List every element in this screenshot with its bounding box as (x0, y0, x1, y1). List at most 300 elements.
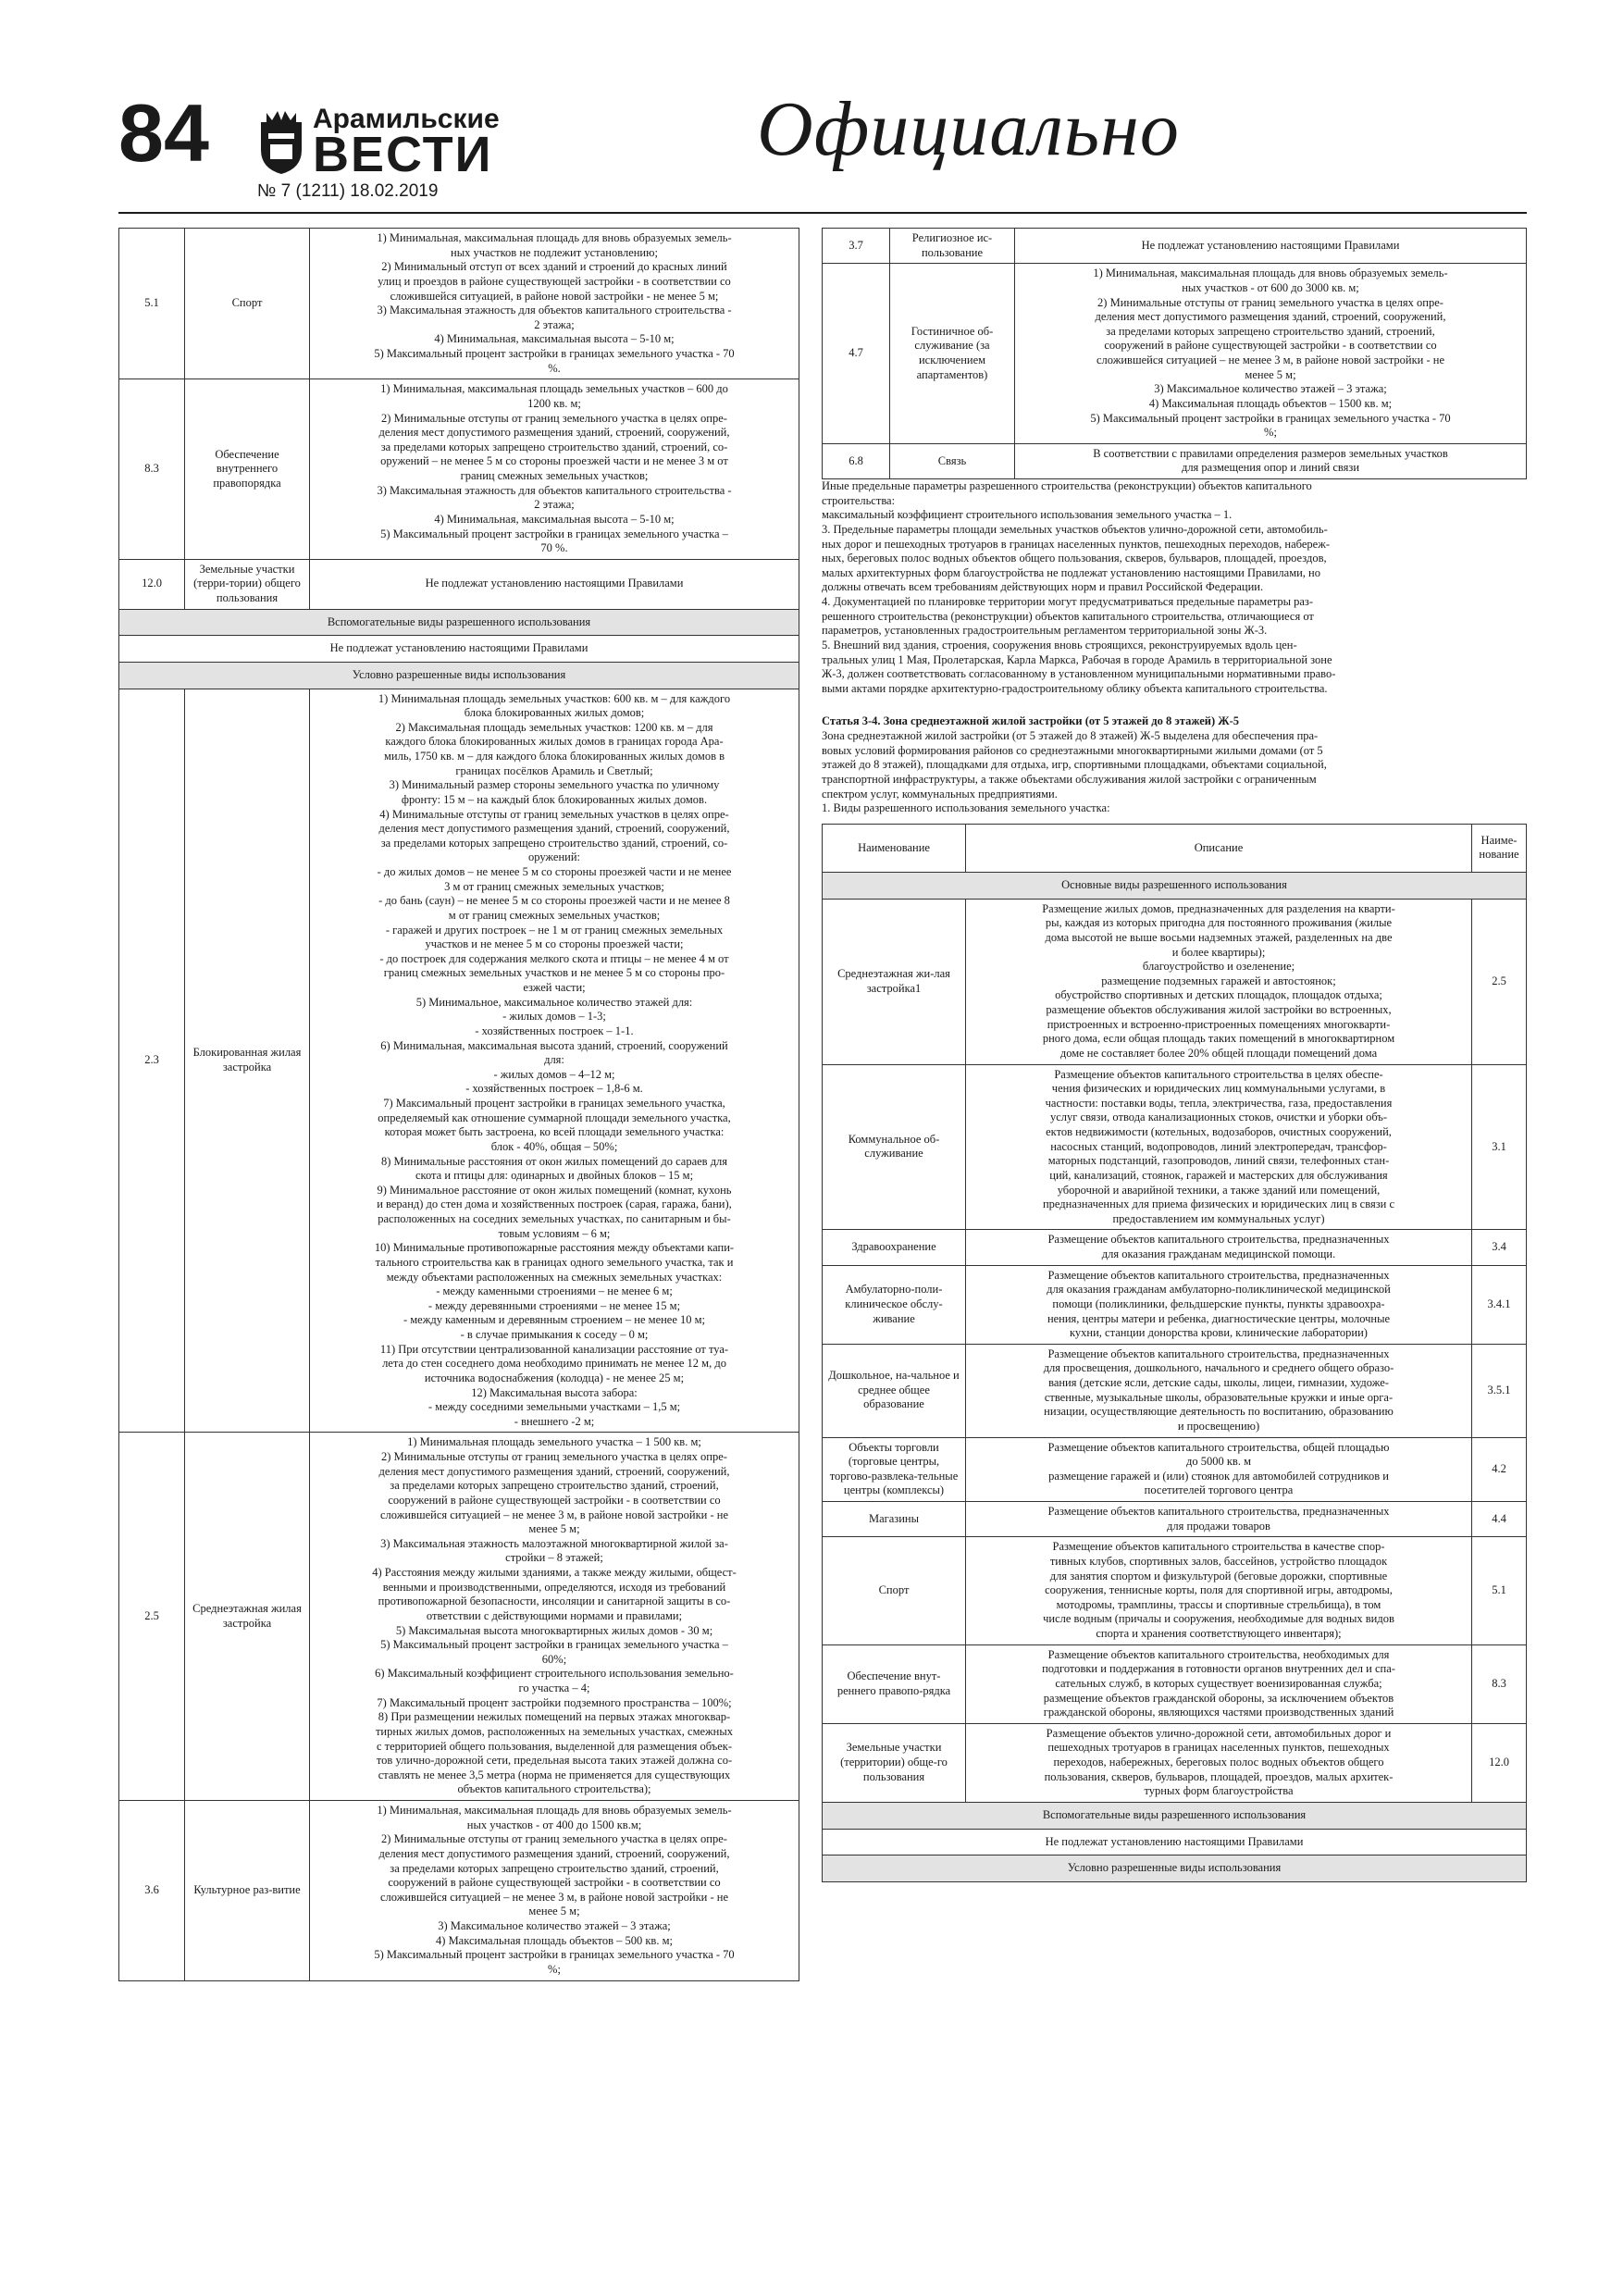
text-line: 1) Минимальная площадь земельных участков: 600 кв. м – для каждого (378, 691, 731, 705)
name-cell: Культурное раз-витие (185, 1801, 310, 1981)
column-header: Описание (966, 824, 1472, 872)
text-line: посетителей торгового центра (1144, 1483, 1294, 1497)
code-cell: 8.3 (119, 379, 185, 560)
text-line: вовых условий формирования районов со среднеэтажными многоквартирными жилыми домами (от 5 (822, 743, 1323, 757)
text-line: участков и не менее 5 м со стороны проезжей части; (425, 937, 684, 951)
text-line: обустройство спортивных и детских площадок, площадок отдыха; (1055, 988, 1382, 1002)
name-cell: Спорт (823, 1537, 966, 1644)
name-cell: Обеспечение внут-реннего правопо-рядка (823, 1644, 966, 1723)
desc-cell (1015, 443, 1527, 478)
text-line: между объектами расположенных на смежных земельных участках: (386, 1270, 723, 1284)
text-line: Размещение объектов капитального строительства, предназначенных (1047, 1505, 1390, 1518)
code-cell: 3.4.1 (1472, 1265, 1527, 1344)
article-title: Статья 3-4. Зона среднеэтажной жилой застройки (от 5 этажей до 8 этажей) Ж-5 (822, 714, 1240, 728)
text-line: и просвещению) (1177, 1419, 1260, 1433)
text-line: В соответствии с правилами определения размеров земельных участков (1093, 446, 1448, 460)
text-line: и веранд) до стен дома и хозяйственных построек (сарая, гаража, бани), (377, 1198, 732, 1211)
text-line: фронту: 15 м – на каждый блок блокированных жилых домов. (401, 792, 708, 806)
logo-top-text: Арамильские (313, 104, 500, 134)
text-line: Размещение объектов капитального строительства, необходимых для (1047, 1647, 1390, 1661)
text-line: 3) Максимальное количество этажей – 3 этажа; (438, 1919, 671, 1932)
table-section-row (823, 1829, 1527, 1855)
text-line: размещение объектов гражданской обороны, за исключением объектов (1043, 1691, 1394, 1705)
text-line: сложившейся ситуацией – не менее 3 м, в районе новой застройки - не (380, 1508, 728, 1521)
text-line: границах посёлков Арамиль и Светлый; (455, 763, 653, 777)
text-line: 6) Минимальная, максимальная высота зданий, строений, сооружений (380, 1038, 728, 1052)
text-line: 9) Минимальное расстояние от окон жилых помещений (комнат, кухонь (377, 1183, 732, 1197)
text-line: Размещение объектов капитального строительства, предназначенных (1047, 1347, 1390, 1360)
text-line: размещение гаражей и (или) стоянок для автомобилей сотрудников и (1048, 1469, 1389, 1483)
text-line: сооружений в районе существующей застройки - в соответствии со (388, 1876, 721, 1890)
text-line: ных участков не подлежит установлению; (451, 245, 658, 259)
code-cell: 3.1 (1472, 1064, 1527, 1230)
name-cell: Амбулаторно-поли-клиническое обслу-живание (823, 1265, 966, 1344)
name-cell: Объекты торговли (торговые центры, торгово-развлека-тельные центры (комплексы) (823, 1437, 966, 1502)
table-section-row (823, 1855, 1527, 1882)
text-line: деления мест допустимого размещения зданий, строений, сооружений, (378, 822, 730, 836)
text-line: решенного строительства (реконструкции) объектов капитального строительства, отличающиеся от (822, 609, 1314, 623)
text-line: строительства: (822, 493, 896, 507)
name-cell: Спорт (185, 229, 310, 379)
text-line: 3) Максимальная этажность малоэтажной многоквартирной жилой за- (380, 1536, 728, 1550)
code-cell: 3.4 (1472, 1230, 1527, 1265)
text-line: 4) Минимальные отступы от границ земельных участков в целях опре- (379, 807, 729, 821)
text-line: ных участков - от 600 до 3000 кв. м; (1182, 280, 1359, 294)
table-row (823, 1344, 1527, 1437)
text-line: Зона среднеэтажной жилой застройки (от 5 этажей до 8 этажей) Ж-5 выделена для обеспечения пра- (822, 729, 1319, 742)
text-line: за пределами которых запрещено строительство зданий, строений, (390, 1479, 719, 1493)
name-cell: Земельные участки (терри-тории) общего пользования (185, 559, 310, 609)
text-line: - между каменными строениями – не менее 6 м; (436, 1285, 673, 1298)
text-line: 5) Максимальный процент застройки в границах земельного участка - 70 (374, 1948, 735, 1962)
text-line: го участка – 4; (518, 1682, 590, 1694)
text-line: 8) При размещении нежилых помещений на первых этажах многоквар- (378, 1710, 731, 1724)
text-line: для оказания гражданам медицинской помощи. (1101, 1247, 1336, 1260)
table-row (119, 1433, 799, 1801)
code-cell: 12.0 (1472, 1723, 1527, 1802)
code-cell: 4.4 (1472, 1502, 1527, 1537)
table-section-row (119, 662, 799, 689)
code-cell: 5.1 (1472, 1537, 1527, 1644)
text-line: Размещение объектов капитального строительства, общей площадью (1047, 1440, 1390, 1454)
text-line: насосных станций, водопроводов, линий электропередач, трансфор- (1050, 1139, 1387, 1153)
text-line: 3 м от границ смежных земельных участков; (444, 879, 664, 893)
coat-of-arms-icon (257, 109, 305, 176)
text-line: размещение подземных гаражей и автостоянок; (1101, 974, 1336, 987)
desc-cell (966, 899, 1472, 1064)
text-line: 4) Расстояния между жилыми зданиями, а также между жилыми, общест- (372, 1566, 737, 1579)
right-column (822, 228, 1527, 1882)
text-line: блока блокированных жилых домов; (464, 706, 645, 720)
table-row (823, 1502, 1527, 1537)
text-line: сооружения, теннисные корты, поля для спортивной игры, автодромы, (1045, 1583, 1393, 1597)
text-line: 1) Минимальная, максимальная площадь для вновь образуемых земель- (377, 1804, 732, 1817)
text-line: 7) Максимальный процент застройки подземного пространства – 100%; (377, 1695, 732, 1709)
text-line: оружений: (528, 850, 580, 864)
desc-cell (966, 1437, 1472, 1502)
page-header (118, 86, 1527, 208)
text-line: деления мест допустимого размещения зданий, строений, сооружений, (378, 1846, 730, 1860)
text-line: рного дома, если общая площадь таких помещений в многоквартирном (1042, 1032, 1395, 1046)
column-header: Наиме-нование (1472, 824, 1527, 872)
text-line: определяемый как отношение суммарной площади земельного участка, (378, 1111, 731, 1124)
text-line: максимальный коэффициент строительного использования земельного участка – 1. (822, 508, 1233, 522)
name-cell: Дошкольное, на-чальное и среднее общее образование (823, 1344, 966, 1437)
table-row (823, 229, 1527, 264)
text-line: выми актами порядке архитектурно-градостроительному облику объекта капитального строительства. (822, 681, 1328, 695)
logo-main-text: ВЕСТИ (313, 127, 493, 182)
desc-cell (310, 379, 799, 560)
text-line: 1) Минимальная площадь земельного участка – 1 500 кв. м; (407, 1435, 701, 1449)
text-line: 2) Минимальные отступы от границ земельного участка в целях опре- (381, 411, 727, 425)
text-line: 11) При отсутствии централизованной канализации расстояние от туа- (379, 1342, 729, 1356)
text-line: деления мест допустимого размещения зданий, строений, сооружений, (1095, 310, 1446, 324)
text-line: размещение объектов обслуживания жилой застройки во встроенных, (1046, 1003, 1392, 1016)
text-line: ций, канализаций, стоянок, гаражей и мастерских для обслуживания (1049, 1168, 1388, 1182)
code-cell: 2.5 (1472, 899, 1527, 1064)
code-cell: 8.3 (1472, 1644, 1527, 1723)
code-cell: 4.7 (823, 264, 890, 444)
text-line: - внешнего -2 м; (514, 1414, 595, 1428)
issue-number: № 7 (1211) 18.02.2019 (257, 181, 439, 201)
table-row (823, 899, 1527, 1064)
table-row (119, 689, 799, 1433)
text-line: подготовки и поддержания в готовности органов внутренних дел и спа- (1042, 1662, 1395, 1676)
table-row (823, 1537, 1527, 1644)
text-line: дома высотой не выше восьми надземных этажей, разделенных на две (1045, 930, 1393, 944)
desc-cell (966, 1537, 1472, 1644)
text-line: тивных клубов, спортивных залов, бассейнов, устройство площадок (1049, 1554, 1388, 1568)
text-line: - жилых домов – 1-3; (502, 1010, 606, 1024)
code-cell: 5.1 (119, 229, 185, 379)
text-line: менее 5 м; (1245, 367, 1296, 381)
desc-cell (1015, 229, 1527, 264)
table-row (119, 1801, 799, 1981)
text-line: Размещение объектов капитального строительства, предназначенных (1047, 1233, 1390, 1247)
text-line: - жилых домов – 4–12 м; (493, 1067, 615, 1081)
text-line: которая может быть застроена, ко всей площади земельного участка: (384, 1125, 725, 1139)
text-line: должны отвечать всем требованиям действующих норм и правил Российской Федерации. (822, 580, 1264, 594)
text-line: деления мест допустимого размещения зданий, строений, сооружений, (378, 426, 730, 440)
text-line: спектром услуг, коммунальных предприятиями. (822, 787, 1058, 800)
text-line: 10) Минимальные противопожарные расстояния между объектами капи- (374, 1241, 735, 1255)
table-row (823, 1064, 1527, 1230)
code-cell: 2.5 (119, 1433, 185, 1801)
text-line: вания (детские ясли, детские сады, школы, лицеи, гимназии, художе- (1048, 1376, 1389, 1389)
text-line: 3) Максимальное количество этажей – 3 этажа; (1154, 382, 1387, 396)
text-line: 3) Максимальная этажность для объектов капитального строительства - (377, 483, 732, 497)
code-cell: 6.8 (823, 443, 890, 478)
text-line: для размещения опор и линий связи (1181, 461, 1360, 475)
text-line: турных форм благоустройства (1144, 1784, 1294, 1798)
table-section-row (119, 609, 799, 636)
text-line: %; (1264, 426, 1277, 440)
text-line: для: (544, 1053, 564, 1067)
text-line: - хозяйственных построек – 1-1. (475, 1024, 634, 1037)
section-header-cell: Вспомогательные виды разрешенного использования (823, 1802, 1527, 1829)
text-line: параметров, установленных градостроительным регламентом территориальной зоны Ж-3. (822, 624, 1268, 638)
text-line: противопожарной безопасности, инсоляции и санитарной защиты в со- (378, 1595, 731, 1608)
section-header-cell: Не подлежат установлению настоящими Правилами (119, 636, 799, 663)
text-line: товым условиям – 6 м; (498, 1226, 611, 1240)
text-line: за пределами которых запрещено строительство зданий, строений, (390, 1861, 719, 1875)
text-line: 2) Минимальные отступы от границ земельного участка в целях опре- (381, 1450, 727, 1463)
text-line: 7) Максимальный процент застройки в границах земельного участка, (383, 1097, 725, 1110)
text-line: 4) Минимальная, максимальная высота – 5-10 м; (434, 512, 675, 526)
text-line: частности: поставки воды, тепла, электричества, газа, предоставления (1045, 1096, 1393, 1110)
text-line: Размещение объектов капитального строительства в целях обеспе- (1054, 1067, 1383, 1081)
text-line: пешеходных тротуаров в границах населенных пунктов, пешеходных (1047, 1741, 1390, 1755)
text-line: 5) Максимальная высота многоквартирных жилых домов - 30 м; (395, 1623, 713, 1637)
name-cell: Среднеэтажная жи-лая застройка1 (823, 899, 966, 1064)
text-line: чения физических и юридических лиц коммунальными услугами, в (1051, 1082, 1386, 1096)
text-line: 1) Минимальная, максимальная площадь для вновь образуемых земель- (377, 231, 732, 244)
text-line: переходов, набережных, береговых полос водных объектов общего (1053, 1756, 1384, 1769)
section-header-cell: Условно разрешенные виды использования (119, 662, 799, 689)
text-line: - хозяйственных построек – 1,8-6 м. (465, 1082, 643, 1096)
text-line: 2 этажа; (534, 317, 575, 331)
newspaper-logo (257, 104, 600, 182)
desc-cell (966, 1230, 1472, 1265)
text-line: Размещение жилых домов, предназначенных для разделения на кварти- (1042, 901, 1395, 915)
table-row (119, 229, 799, 379)
text-line: числе водным (причалы и сооружения, необходимые для водных видов (1043, 1612, 1394, 1626)
text-line: тирных жилых домов, расположенных на земельных участках, смежных (375, 1724, 734, 1738)
text-line: - между соседними земельными участками – 1,5 м; (427, 1400, 681, 1414)
text-line: сложившейся ситуацией – не менее 3 м, в районе новой застройки - не (380, 1890, 728, 1904)
text-line: 6) Максимальный коэффициент строительного использования земельно- (375, 1667, 734, 1681)
table-row (823, 1644, 1527, 1723)
text-line: 5) Максимальный процент застройки в границах земельного участка – (380, 527, 728, 540)
section-title: Официально (757, 86, 1180, 172)
name-cell: Гостиничное об-служивание (за исключением апартаментов) (890, 264, 1015, 444)
column-header: Наименование (823, 824, 966, 872)
name-cell: Коммунальное об-служивание (823, 1064, 966, 1230)
name-cell: Магазины (823, 1502, 966, 1537)
section-header-cell: Условно разрешенные виды использования (823, 1855, 1527, 1882)
text-line: 2) Минимальные отступы от границ земельного участка в целях опре- (1097, 295, 1443, 309)
table-row (119, 559, 799, 609)
text-line: 4. Документацией по планировке территории могут предусматриваться предельные параметры раз- (822, 595, 1314, 608)
text-line: м от границ смежных земельных участков; (448, 908, 661, 922)
table-row (823, 1723, 1527, 1802)
text-line: тов улично-дорожной сети, предельная высота таких этажей должна со- (376, 1754, 733, 1768)
desc-cell (310, 1433, 799, 1801)
text-line: для продажи товаров (1167, 1519, 1270, 1533)
text-line: - до жилых домов – не менее 5 м со стороны проезжей части и не менее (377, 865, 732, 878)
text-line: 3. Предельные параметры площади земельных участков объектов улично-дорожной сети, автомобиль- (822, 522, 1328, 536)
text-line: 1. Виды разрешенного использования земельного участка: (822, 801, 1110, 815)
text-line: предназначенных для приема физических и юридических лиц в связи с (1042, 1198, 1395, 1211)
text-line: сложившейся ситуацией – не менее 3 м, в районе новой застройки - не (1096, 354, 1444, 366)
desc-cell (1015, 264, 1527, 444)
text-line: транспортной инфраструктуры, а также объектами обслуживания жилой застройки с ограниченным (822, 772, 1317, 786)
text-line: источника водоснабжения (колодца) - не менее 25 м; (424, 1371, 685, 1384)
text-line: сложившейся ситуацией, в районе новой застройки - не менее 5 м; (390, 289, 719, 303)
text-line: для оказания гражданам амбулаторно-поликлинической медицинской (1047, 1283, 1391, 1297)
regulations-text (822, 479, 1527, 696)
text-line: ных, береговых полос водных объектов общего пользования, скверов, бульваров, площадей, проездов, (822, 552, 1327, 565)
text-line: 5) Максимальный процент застройки в границах земельного участка – (380, 1638, 728, 1652)
text-line: 4) Минимальная, максимальная высота – 5-10 м; (434, 332, 675, 346)
text-line: ставлять не менее 3,5 метра (норма не применяется для существующих (378, 1768, 731, 1781)
text-line: 8) Минимальные расстояния от окон жилых помещений до сараев для (380, 1154, 728, 1168)
code-cell: 3.6 (119, 1801, 185, 1981)
text-line: границ смежных земельных участков; (460, 469, 649, 482)
text-line: 3) Максимальная этажность для объектов капитального строительства - (377, 304, 732, 317)
text-line: сательных служб, в которых существует военизированная служба; (1055, 1676, 1382, 1690)
code-cell: 4.2 (1472, 1437, 1527, 1502)
text-line: объектов капитального строительства); (457, 1782, 651, 1796)
name-cell: Среднеэтажная жилая застройка (185, 1433, 310, 1801)
text-line: тральных улиц 1 Мая, Пролетарская, Карла Маркса, Рабочая в городе Арамиль в территориальной зоне (822, 652, 1332, 666)
text-line: 12) Максимальная высота забора: (471, 1385, 638, 1399)
text-line: тального строительства как в границах одного земельного участка, так и (375, 1255, 734, 1269)
text-line: и более квартиры); (1171, 945, 1266, 959)
text-line: низации, осуществляющие деятельность по воспитанию, образованию (1044, 1405, 1394, 1419)
text-line: маторных подстанций, газопроводов, линий связи, телефонных стан- (1047, 1154, 1390, 1168)
text-line: 5) Минимальное, максимальное количество этажей для: (415, 995, 693, 1009)
text-line: %. (548, 361, 561, 375)
text-line: 1) Минимальная, максимальная площадь земельных участков – 600 до (380, 382, 728, 396)
text-line: ответствии с действующими нормами и правилами; (426, 1608, 683, 1622)
text-line: улиц и проездов в районе существующей застройки - в соответствии со (378, 274, 731, 288)
text-line: 2) Минимальный отступ от всех зданий и строений до красных линий (381, 260, 727, 274)
text-line: 2 этажа; (534, 498, 575, 512)
desc-cell (310, 229, 799, 379)
text-line: деления мест допустимого размещения зданий, строений, сооружений, (378, 1464, 730, 1478)
name-cell: Земельные участки (территории) обще-го пользования (823, 1723, 966, 1802)
desc-cell (310, 1801, 799, 1981)
text-line: миль, 1750 кв. м – для каждого блока блокированных жилых домов в (383, 750, 725, 763)
section-header-cell: Не подлежат установлению настоящими Правилами (823, 1829, 1527, 1855)
text-line: до 5000 кв. м (1186, 1455, 1251, 1469)
text-line: за пределами которых запрещено строительство зданий, строений, со- (380, 836, 728, 850)
table-row (823, 443, 1527, 478)
text-line: нения, центры матери и ребенка, диагностические центры, молочные (1047, 1311, 1391, 1325)
name-cell: Связь (890, 443, 1015, 478)
text-line: ектов недвижимости (котельных, водозаборов, очистных сооружений, (1046, 1125, 1392, 1138)
text-line: оружений – не менее 5 м со стороны проезжей части и не менее 3 м от (380, 454, 728, 468)
zone-usage-table (822, 824, 1527, 1882)
text-line: 3) Минимальный размер стороны земельного участка по уличному (389, 778, 720, 792)
text-line: ных дорог и пешеходных тротуаров в границах населенных пунктов, пешеходных переходов, набереж- (822, 537, 1330, 551)
table-row (119, 379, 799, 560)
text-line: этажей до 8 этажей), площадками для отдыха, игр, спортивными площадками, объектами социальной, (822, 758, 1327, 772)
page-number: 84 (118, 87, 209, 179)
text-line: расположенных на соседних земельных участках, по санитарным и бы- (378, 1212, 731, 1225)
text-line: 70 %. (540, 541, 568, 555)
text-line: венными и производственными, определяются, исходя из требований (382, 1580, 726, 1594)
text-line: блок - 40%, общая – 50%; (490, 1139, 618, 1153)
left-column (118, 228, 799, 1981)
text-line: 1200 кв. м; (527, 396, 581, 410)
text-line: %; (548, 1962, 561, 1976)
text-line: 1) Минимальная, максимальная площадь для вновь образуемых земель- (1093, 267, 1448, 280)
text-line: скота и птицы для: одинарных и двойных блоков – 15 м; (415, 1169, 694, 1183)
text-line: пристроенных и встроенно-пристроенных помещениях многокварти- (1047, 1017, 1391, 1031)
text-line: менее 5 м; (528, 1905, 580, 1918)
text-line: 4) Максимальная площадь объектов – 1500 кв. м; (1148, 396, 1393, 410)
text-line: каждого блока блокированных жилых домов в границах города Ара- (385, 735, 724, 749)
table-row (823, 1265, 1527, 1344)
text-line: Размещение объектов капитального строительства в качестве спор- (1052, 1540, 1385, 1554)
text-line: с территорией общего пользования, выделенной для размещения объек- (376, 1739, 733, 1753)
text-line: доме не составляет более 20% общей площади помещений дома (1059, 1046, 1378, 1060)
text-line: 60%; (541, 1652, 567, 1666)
name-cell: Здравоохранение (823, 1230, 966, 1265)
text-line: малых архитектурных форм благоустройства не подлежат установлению настоящими Правилами, но (822, 565, 1320, 579)
text-line: - между деревянными строениями – не менее 15 м; (427, 1298, 681, 1312)
text-line: 5) Максимальный процент застройки в границах земельного участка - 70 (374, 347, 735, 360)
text-line: ственные, музыкальные школы, образовательные кружки и иные орга- (1044, 1390, 1394, 1404)
text-line: - между каменным и деревянным строением – не менее 10 м; (403, 1313, 706, 1327)
code-cell: 3.5.1 (1472, 1344, 1527, 1437)
text-line: Размещение объектов улично-дорожной сети, автомобильных дорог и (1046, 1726, 1392, 1740)
section-header-cell: Вспомогательные виды разрешенного использования (119, 609, 799, 636)
table-row (823, 1437, 1527, 1502)
text-line: - гаражей и других построек – не 1 м от границ смежных земельных (385, 923, 724, 937)
text-line: 2) Максимальная площадь земельных участков: 1200 кв. м – для (395, 720, 713, 734)
text-line: границ смежных земельных участков и не менее 5 м со стороны про- (383, 966, 725, 980)
text-line: сооружений в районе существующей застройки - в соответствии со (1104, 339, 1437, 353)
table-row (823, 1230, 1527, 1265)
name-cell: Обеспечение внутреннего правопорядка (185, 379, 310, 560)
article-text (822, 729, 1527, 816)
text-line: ры, каждая из которых пригодна для постоянного проживания (жилые (1045, 916, 1393, 930)
text-line: сооружений в районе существующей застройки - в соответствии со (388, 1493, 721, 1507)
text-line: за пределами которых запрещено строительство зданий, строений, со- (380, 440, 728, 453)
text-line: Иные предельные параметры разрешенного строительства (реконструкции) объектов капитального (822, 479, 1312, 492)
right-top-table (822, 228, 1527, 479)
name-cell: Религиозное ис-пользование (890, 229, 1015, 264)
text-line: помощи (поликлиники, фельдшерские пункты, пункты здравоохра- (1052, 1297, 1385, 1310)
name-cell: Блокированная жилая застройка (185, 689, 310, 1433)
text-line: - до построек для содержания мелкого скота и птицы – не менее 4 м от (379, 951, 729, 965)
text-line: предоставлением им коммунальных услуг) (1112, 1211, 1325, 1225)
text-line: лета до стен соседнего дома необходимо принимать не менее 12 м, до (382, 1357, 726, 1371)
text-line: ных участков - от 400 до 1500 кв.м; (466, 1818, 642, 1831)
desc-cell (966, 1265, 1472, 1344)
text-line: Не подлежат установлению настоящими Правилами (1141, 238, 1400, 252)
header-divider (118, 212, 1527, 214)
text-line: спорта и хранения соответствующего инвентаря); (1096, 1627, 1342, 1640)
text-line: пользования, скверов, бульваров, площадей, проездов, малых архитек- (1044, 1769, 1394, 1783)
code-cell: 3.7 (823, 229, 890, 264)
text-line: Ж-3, должен соответствовать согласованному в установленном муниципальными нормативными право- (822, 667, 1336, 681)
text-line: 5) Максимальный процент застройки в границах земельного участка - 70 (1090, 411, 1451, 425)
text-line: менее 5 м; (528, 1522, 580, 1536)
text-line: кухни, станции донорства крови, клинические лаборатории) (1070, 1326, 1368, 1340)
text-line: езжей части; (523, 981, 586, 994)
text-line: благоустройство и озеленение; (1142, 960, 1295, 974)
desc-cell (966, 1644, 1472, 1723)
desc-cell (310, 559, 799, 609)
text-line: услуг связи, отвода канализационных стоков, очистки и уборки объ- (1049, 1111, 1388, 1124)
text-line: за пределами которых запрещено строительство зданий, строений, (1106, 324, 1435, 338)
text-line: стройки – 8 этажей; (505, 1551, 603, 1565)
text-line: для просвещения, дошкольного, начального и среднего общего образо- (1043, 1361, 1394, 1375)
left-regulation-table (118, 228, 799, 1981)
text-line: гражданской обороны, являющихся частями производственных зданий (1043, 1706, 1394, 1719)
section-header-cell: Основные виды разрешенного использования (823, 873, 1527, 900)
code-cell: 2.3 (119, 689, 185, 1433)
table-row (823, 264, 1527, 444)
text-line: 5. Внешний вид здания, строения, сооружения вновь строящихся, реконструируемых вдоль цен- (822, 638, 1297, 652)
text-line: уборочной и аварийной техники, а также зданий или помещений, (1057, 1183, 1381, 1197)
text-line: 4) Максимальная площадь объектов – 500 кв. м; (436, 1933, 673, 1947)
table-header-row (823, 824, 1527, 872)
